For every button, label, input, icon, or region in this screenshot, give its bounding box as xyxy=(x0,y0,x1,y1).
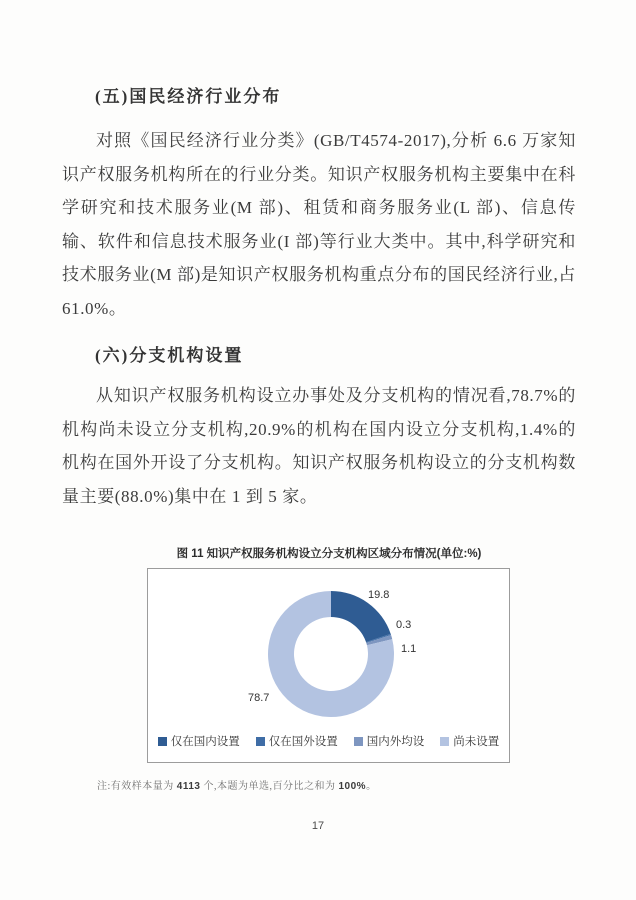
note-text-3: 。 xyxy=(366,781,377,792)
note-sample-size: 4113 xyxy=(176,781,201,792)
legend-swatch-none xyxy=(440,737,449,746)
section-paragraph-5: 对照《国民经济行业分类》(GB/T4574-2017),分析 6.6 万家知识产权服务机构所在的行业分类。知识产权服务机构主要集中在科学研究和技术服务业(M 部)、租赁和商务服务业(L 部)、信息传输、软件和信息技术服务业(I 部)等行业大类中。其中,科学研究和技术服务业(M 部)是知识产权服务机构重点分布的国民经济行业,占 61.0%。 xyxy=(62,131,576,318)
note-total-percent: 100% xyxy=(338,781,367,792)
legend-label-domestic: 仅在国内设置 xyxy=(170,736,240,748)
legend-label-none: 尚未设置 xyxy=(453,736,500,748)
legend-item-both xyxy=(354,733,425,749)
slice-label-none: 78.7 xyxy=(248,692,270,704)
slice-label-foreign: 0.3 xyxy=(396,619,412,631)
slice-label-domestic: 19.8 xyxy=(368,589,390,601)
legend-swatch-domestic xyxy=(158,737,167,746)
note-text-1: 注:有效样本量为 xyxy=(97,781,177,792)
legend-item-domestic xyxy=(158,733,240,749)
page-number: 17 xyxy=(311,820,325,832)
chart-legend xyxy=(148,733,509,749)
legend-swatch-foreign xyxy=(256,737,265,746)
legend-label-both: 国内外均设 xyxy=(366,736,425,748)
legend-item-foreign xyxy=(256,733,338,749)
figure-title: 图 11 知识产权服务机构设立分支机构区域分布情况(单位:%) xyxy=(176,548,482,560)
figure-note xyxy=(97,777,377,792)
legend-item-none xyxy=(440,733,499,749)
section-heading-6: (六)分支机构设置 xyxy=(95,346,244,365)
section-paragraph-6: 从知识产权服务机构设立办事处及分支机构的情况看,78.7%的机构尚未设立分支机构,20.9%的机构在国内设立分支机构,1.4%的机构在国外开设了分支机构。知识产权服务机构设立的分支机构数量主要(88.0%)集中在 1 到 5 家。 xyxy=(62,386,576,506)
figure-chart-frame xyxy=(147,568,510,763)
note-text-2: 个,本题为单选,百分比之和为 xyxy=(200,781,339,792)
donut-chart xyxy=(148,569,511,729)
legend-label-foreign: 仅在国外设置 xyxy=(268,736,338,748)
legend-swatch-both xyxy=(354,737,363,746)
slice-label-both: 1.1 xyxy=(401,643,417,655)
section-heading-5: (五)国民经济行业分布 xyxy=(95,87,282,106)
